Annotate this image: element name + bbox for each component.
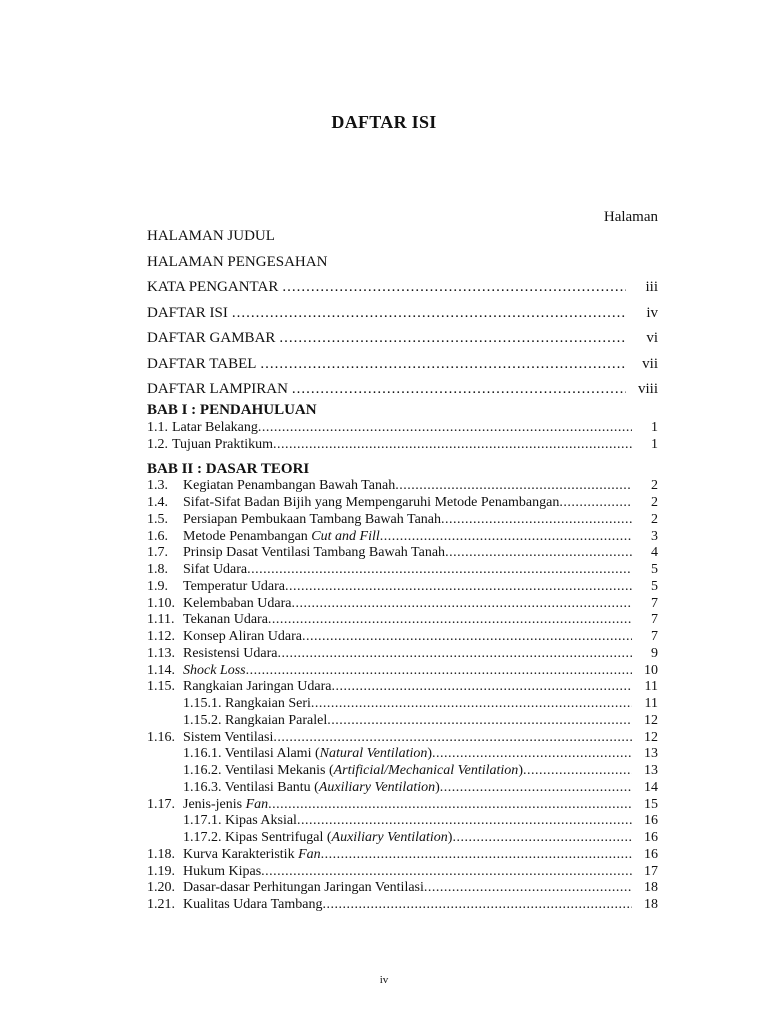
toc-entry-label: HALAMAN JUDUL (147, 228, 275, 245)
toc-entry-page: 1 (651, 420, 658, 436)
toc-entry[interactable] (147, 562, 658, 579)
toc-entry-page: 2 (651, 511, 658, 527)
dot-leader (273, 730, 632, 746)
dot-leader (268, 797, 632, 813)
bab-1-heading: BAB I : PENDAHULUAN (147, 402, 317, 418)
toc-entry-daftar-isi[interactable] (147, 301, 658, 327)
toc-entry-label: Kegiatan Penambangan Bawah Tanah (183, 478, 396, 494)
toc-entry-page: 11 (644, 679, 658, 695)
toc-entry[interactable] (147, 796, 658, 813)
toc-entry-label: DAFTAR GAMBAR (147, 330, 276, 347)
toc-entry[interactable] (147, 420, 658, 437)
toc-entry[interactable] (147, 646, 658, 663)
toc-entry-label-italic: Auxiliary Ventilation (331, 830, 448, 846)
toc-entry-number: 1.21. (147, 897, 175, 913)
toc-entry-label-italic: Auxiliary Ventilation (318, 779, 436, 795)
toc-entry[interactable] (147, 880, 658, 897)
toc-entry-label-text: 1.16.1. Ventilasi Alami ( (183, 746, 320, 762)
toc-entry-label: 1.17.1. Kipas Aksial (183, 813, 297, 829)
toc-entry-page: 4 (651, 545, 658, 561)
toc-entry-number: 1.12. (147, 629, 175, 645)
dot-leader (292, 381, 626, 398)
toc-entry-label-text: Metode Penambangan (183, 528, 312, 544)
toc-entry-label-italic: Shock Loss (183, 662, 246, 678)
dot-leader (440, 780, 632, 796)
toc-entry-number: 1.3. (147, 478, 168, 494)
toc-entry-number: 1.15. (147, 679, 175, 695)
bab-1-list (147, 420, 658, 454)
toc-entry-page: 16 (644, 813, 658, 829)
toc-entry-label: Tekanan Udara (183, 612, 268, 628)
toc-entry-label-italic: Cut and Fill (311, 528, 380, 544)
toc-subentry[interactable] (147, 763, 658, 780)
toc-subentry[interactable] (147, 813, 658, 830)
toc-entry[interactable] (147, 729, 658, 746)
toc-entry-daftar-lampiran[interactable] (147, 377, 658, 403)
toc-entry[interactable] (147, 512, 658, 529)
toc-entry-label: Sistem Ventilasi (183, 729, 274, 745)
toc-entry-page: 12 (644, 712, 658, 728)
dot-leader (232, 305, 626, 322)
toc-entry[interactable] (147, 629, 658, 646)
toc-entry[interactable] (147, 528, 658, 545)
toc-entry-label: DAFTAR LAMPIRAN (147, 381, 288, 398)
toc-entry-label (183, 830, 452, 846)
toc-entry-label: 1.15.2. Rangkaian Paralel (183, 712, 328, 728)
toc-entry-page: 12 (644, 729, 658, 745)
dot-leader (559, 495, 632, 511)
toc-entry-label (183, 529, 380, 545)
dot-leader (441, 512, 632, 528)
bab-2-heading: BAB II : DASAR TEORI (147, 461, 310, 477)
toc-entry-label-text: Kurva Karakteristik (183, 846, 299, 862)
dot-leader (321, 847, 632, 863)
dot-leader (285, 579, 632, 595)
toc-entry-page: vi (646, 330, 658, 347)
dot-leader (380, 529, 632, 545)
toc-entry-kata-pengantar[interactable] (147, 275, 658, 301)
toc-entry[interactable] (147, 612, 658, 629)
toc-entry-label-italic: Natural Ventilation (319, 746, 428, 762)
toc-entry-label: Sifat-Sifat Badan Bijih yang Mempengaruhi Metode Penambangan (183, 495, 560, 511)
toc-entry-label-italic: Fan (298, 846, 321, 862)
toc-entry-page: 1 (651, 437, 658, 453)
toc-entry[interactable] (147, 579, 658, 596)
toc-entry-number: 1.19. (147, 863, 175, 879)
toc-entry-label: Latar Belakang (172, 420, 258, 436)
dot-leader (445, 545, 632, 561)
toc-entry[interactable] (147, 478, 658, 495)
toc-entry-page: 14 (644, 779, 658, 795)
toc-subentry[interactable] (147, 713, 658, 730)
toc-entry[interactable] (147, 679, 658, 696)
dot-leader (523, 763, 632, 779)
toc-entry-page: 3 (651, 528, 658, 544)
toc-entry-label (183, 663, 246, 679)
toc-entry-number: 1.4. (147, 495, 168, 511)
toc-entry-daftar-tabel[interactable] (147, 352, 658, 378)
toc-entry-page: viii (637, 381, 658, 398)
toc-entry-number: 1.9. (147, 578, 168, 594)
toc-entry-page: 10 (644, 662, 658, 678)
toc-entry-label (183, 847, 321, 863)
dot-leader (258, 420, 632, 436)
toc-entry-page: 18 (644, 897, 658, 913)
page-number-footer: iv (379, 974, 389, 986)
toc-entry-label: Resistensi Udara (183, 645, 278, 661)
toc-entry-number: 1.7. (147, 545, 168, 561)
toc-entry-label: Sifat Udara (183, 562, 248, 578)
toc-entry-label: Prinsip Dasat Ventilasi Tambang Bawah Tanah (183, 545, 446, 561)
toc-entry-label: Persiapan Pembukaan Tambang Bawah Tanah (183, 511, 442, 527)
toc-entry-label-text: ) (427, 746, 433, 762)
dot-leader (268, 612, 632, 628)
toc-subentry[interactable] (147, 696, 658, 713)
toc-entry-label-text: ) (518, 763, 523, 779)
dot-leader (395, 478, 632, 494)
toc-entry-label-text: ) (447, 830, 453, 846)
toc-entry-number: 1.20. (147, 880, 175, 896)
toc-entry-number: 1.17. (147, 796, 175, 812)
toc-entry-page: 2 (651, 495, 658, 511)
toc-entry-label-italic: Artificial/Mechanical Ventilation (333, 763, 519, 779)
toc-entry-label-text: 1.16.2. Ventilasi Mekanis ( (183, 763, 334, 779)
toc-entry-label: Tujuan Praktikum (172, 437, 273, 453)
toc-entry-label-text: ) (435, 779, 440, 795)
dot-leader (260, 356, 626, 373)
dot-leader (332, 679, 633, 695)
toc-entry[interactable] (147, 437, 658, 454)
toc-entry-number: 1.16. (147, 729, 175, 745)
toc-entry-number: 1.11. (147, 612, 175, 628)
toc-entry-label-text: 1.17.2. Kipas Sentrifugal ( (183, 830, 332, 846)
dot-leader (279, 330, 626, 347)
dot-leader (291, 596, 632, 612)
toc-entry-page: 9 (651, 645, 658, 661)
toc-subentry[interactable] (147, 830, 658, 847)
toc-entry-number: 1.14. (147, 662, 175, 678)
toc-subentry[interactable] (147, 780, 658, 797)
toc-entry[interactable] (147, 863, 658, 880)
toc-entry[interactable] (147, 662, 658, 679)
front-matter-list (147, 224, 658, 403)
toc-entry-label (183, 746, 432, 762)
toc-entry-label: Rangkaian Jaringan Udara (183, 679, 332, 695)
toc-entry-label: Konsep Aliran Udara (183, 629, 302, 645)
dot-leader (246, 663, 632, 679)
toc-entry-label: Temperatur Udara (183, 578, 286, 594)
dot-leader (311, 696, 632, 712)
toc-entry-label: 1.15.1. Rangkaian Seri (183, 696, 311, 712)
toc-entry-page: 13 (644, 746, 658, 762)
toc-entry-page: 7 (651, 629, 658, 645)
toc-entry-page: 16 (644, 830, 658, 846)
dot-leader (302, 629, 632, 645)
toc-entry-page: 7 (651, 612, 658, 628)
toc-entry-number: 1.8. (147, 562, 168, 578)
toc-entry-page: 7 (651, 595, 658, 611)
dot-leader (247, 562, 632, 578)
toc-entry-page: iv (646, 304, 658, 321)
dot-leader (452, 830, 632, 846)
dot-leader (432, 746, 632, 762)
toc-entry-label-italic: Fan (245, 796, 269, 812)
toc-entry-page: 18 (644, 880, 658, 896)
toc-entry-page: 2 (651, 478, 658, 494)
toc-entry-label: DAFTAR ISI (147, 304, 228, 321)
toc-entry-label-text: Jenis-jenis (183, 796, 246, 812)
bab-2-list (147, 478, 658, 914)
toc-entry-page: iii (645, 279, 658, 296)
toc-entry-halaman-judul[interactable] (147, 224, 658, 250)
dot-leader (261, 864, 632, 880)
toc-entry-page: 17 (644, 863, 658, 879)
dot-leader (424, 880, 632, 896)
toc-entry-page: 11 (644, 696, 658, 712)
toc-entry-page: 16 (644, 846, 658, 862)
toc-entry-halaman-pengesahan[interactable] (147, 250, 658, 276)
toc-entry-number: 1.6. (147, 528, 168, 544)
dot-leader (282, 279, 626, 296)
toc-entry-label (183, 763, 523, 779)
toc-entry-label: Hukum Kipas (183, 863, 262, 879)
toc-entry-page: 13 (644, 763, 658, 779)
dot-leader (327, 713, 632, 729)
toc-entry-page: 5 (651, 562, 658, 578)
toc-entry-number: 1.5. (147, 511, 168, 527)
dot-leader (277, 646, 632, 662)
toc-entry-label-text: 1.16.3. Ventilasi Bantu ( (183, 779, 319, 795)
toc-entry[interactable] (147, 897, 658, 914)
toc-entry-label: DAFTAR TABEL (147, 355, 257, 372)
toc-entry-daftar-gambar[interactable] (147, 326, 658, 352)
toc-entry-page: 15 (644, 796, 658, 812)
dot-leader (273, 437, 632, 453)
toc-entry-page: vii (642, 355, 658, 372)
toc-entry[interactable] (147, 545, 658, 562)
toc-entry-page: 5 (651, 578, 658, 594)
toc-entry-label: Kualitas Udara Tambang (183, 897, 323, 913)
toc-entry[interactable] (147, 495, 658, 512)
halaman-column-label: Halaman (603, 209, 658, 225)
toc-entry-number: 1.18. (147, 846, 175, 862)
toc-entry-label (183, 780, 440, 796)
toc-entry-label: Kelembaban Udara (183, 595, 292, 611)
toc-entry-label (183, 797, 268, 813)
toc-entry-label: KATA PENGANTAR (147, 279, 279, 296)
toc-entry[interactable] (147, 847, 658, 864)
toc-entry-label: HALAMAN PENGESAHAN (147, 253, 328, 270)
dot-leader (323, 897, 633, 913)
dot-leader (297, 813, 632, 829)
toc-entry-number: 1.10. (147, 595, 175, 611)
toc-entry-number: 1.13. (147, 645, 175, 661)
toc-entry-label: Dasar-dasar Perhitungan Jaringan Ventilasi (183, 880, 424, 896)
toc-entry[interactable] (147, 595, 658, 612)
page-title: DAFTAR ISI (331, 112, 437, 132)
toc-entry-number: 1.1. (147, 420, 168, 436)
toc-subentry[interactable] (147, 746, 658, 763)
toc-entry-number: 1.2. (147, 437, 168, 453)
